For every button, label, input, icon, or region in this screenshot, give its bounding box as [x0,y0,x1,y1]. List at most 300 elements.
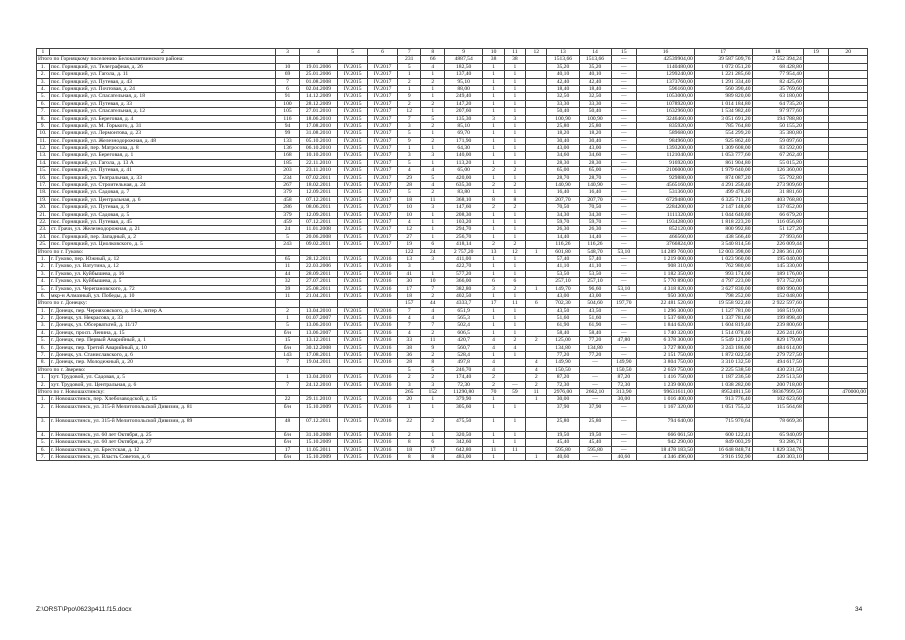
table-cell: — [611,322,637,329]
table-cell [526,403,547,417]
table-cell [526,137,547,144]
table-cell: 27.07.2011 [299,278,337,285]
table-cell: IV.2017 [368,174,398,181]
table-cell: 1 [276,315,299,322]
table-cell [803,374,829,381]
table-cell: 1 [504,78,525,85]
table-cell: 4 346 496,00 [637,453,695,460]
table-cell: 19.01.2006 [299,63,337,70]
table-cell: 5. [37,439,50,446]
column-number: 2 [49,49,275,56]
table-cell: 3 540 814,56 [694,241,752,248]
table-cell: 4 [483,359,504,366]
table-cell: 560 390,40 [694,85,752,92]
table-cell: 1 [504,211,525,218]
table-cell: 26,30 [547,226,579,233]
table-cell: IV.2017 [368,122,398,129]
table-cell: 35,20 [547,63,579,70]
table-cell: 1 [421,233,444,240]
table-cell: 17 [276,446,299,453]
table-row [37,352,868,359]
table-cell: 38 [483,56,504,63]
table-cell: 10 [397,211,420,218]
table-cell: 1 537 680,00 [637,315,695,322]
table-cell: 17 [483,300,504,307]
table-cell: 601,80 [547,248,579,255]
table-cell: 134,80 [547,344,579,351]
table-cell: 273 909,60 [752,182,803,189]
table-cell: 1 [483,396,504,403]
table-cell: IV.2017 [368,152,398,159]
table-cell: 27 [397,233,420,240]
table-cell: 246,70 [444,366,482,373]
table-cell [829,152,868,159]
table-row [37,292,868,299]
table-cell: 17 [397,285,420,292]
table-cell: IV.2016 [368,417,398,431]
table-cell: 19 [397,241,420,248]
table-row [37,71,868,78]
table-cell: 1 [483,218,504,225]
table-cell: — [611,278,637,285]
table-cell: 06.10.2010 [299,145,337,152]
table-cell: 1 309 608,00 [694,145,752,152]
table-cell: 1 167 320,00 [637,403,695,417]
table-cell: 2 [421,352,444,359]
data-table-container [36,48,868,461]
table-cell: 116,26 [547,241,579,248]
table-cell: г. Донецк, ул. Обсерватьтей, д. 11/17 [49,322,275,329]
table-cell: 12.09.2011 [299,211,337,218]
table-cell: 1 [483,263,504,270]
table-cell: IV.2017 [368,130,398,137]
table-cell: 41,10 [579,263,611,270]
table-cell: 7 [397,115,420,122]
table-cell: 993 174,00 [694,270,752,277]
table-cell: 116,26 [579,241,611,248]
table-cell: 2 [504,337,525,344]
table-cell: 1 [421,270,444,277]
table-cell [526,439,547,446]
table-cell [526,278,547,285]
table-cell: 1 [483,85,504,92]
table-cell: 1 [504,174,525,181]
table-cell: IV.2017 [368,218,398,225]
table-cell: 59 097,60 [752,137,803,144]
table-cell [829,115,868,122]
table-cell: 135,30 [444,115,482,122]
table-cell: — [611,431,637,438]
table-cell: 07.12.2011 [299,218,337,225]
table-cell: 2 [397,100,420,107]
table-cell: — [611,71,637,78]
table-cell: IV.2016 [368,344,398,351]
table-cell: 15. [37,167,50,174]
table-cell [579,366,611,373]
table-cell: 916920,00 [637,159,695,166]
table-cell: 595,80 [547,446,579,453]
table-cell: 243 [276,241,299,248]
table-cell: 430 303,10 [752,453,803,460]
table-cell [829,167,868,174]
table-cell: 908 310,00 [637,263,695,270]
table-cell [829,130,868,137]
table-cell: 4 [421,167,444,174]
table-cell: 33,30 [547,100,579,107]
table-cell: 2 [421,417,444,431]
table-cell: 14. [37,159,50,166]
table-cell: 1 182 350,00 [637,270,695,277]
table-cell: IV.2016 [368,278,398,285]
table-cell: IV.2017 [368,189,398,196]
table-cell: 150,50 [547,366,579,373]
table-cell: IV.2015 [338,71,368,78]
table-cell: 1 [483,145,504,152]
table-cell: 22.03.2006 [299,263,337,270]
table-cell: 8. [37,359,50,366]
table-cell: 382,80 [444,285,482,292]
table-cell: — [504,381,525,388]
table-cell: — [611,233,637,240]
table-cell: IV.2017 [368,100,398,107]
table-cell: — [611,189,637,196]
table-cell [526,322,547,329]
table-cell: 2 [397,374,420,381]
table-cell: 147,60 [444,204,482,211]
table-cell: 28,70 [547,174,579,181]
table-cell: IV.2015 [338,403,368,417]
table-cell: IV.2016 [368,270,398,277]
table-cell: IV.2017 [368,108,398,115]
table-cell [368,388,398,395]
table-cell: 27 993,60 [752,233,803,240]
table-cell: 418,14 [444,241,482,248]
table-cell: IV.2015 [338,159,368,166]
table-cell: IV.2017 [368,159,398,166]
table-cell: 2 225 538,50 [694,366,752,373]
table-cell: 4 [504,344,525,351]
table-cell [803,130,829,137]
table-cell: IV.2015 [338,85,368,92]
table-cell: 55 792,80 [752,174,803,181]
table-cell: 502,4 [444,322,482,329]
table-cell [526,211,547,218]
table-cell [803,159,829,166]
table-cell: IV.2016 [368,396,398,403]
table-cell: IV.2016 [368,359,398,366]
table-cell: б/н [276,453,299,460]
table-cell: IV.2015 [338,226,368,233]
table-cell: 47,80 [611,337,637,344]
table-cell: 17.08.2011 [299,352,337,359]
table-cell: IV.2016 [368,374,398,381]
table-cell: — [579,359,611,366]
table-cell: 1 [483,417,504,431]
table-cell: 2 [483,241,504,248]
table-cell: 1 [504,352,525,359]
table-cell: 140,90 [547,182,579,189]
table-cell: — [611,307,637,314]
table-cell: пос. Горняцкий, ул. Телеграфная, д. 26 [49,63,275,70]
table-cell: 1 [421,211,444,218]
table-cell: 34,60 [579,152,611,159]
table-cell: IV.2017 [368,63,398,70]
table-cell: 286 [276,204,299,211]
table-cell: IV.2015 [338,78,368,85]
table-cell: 208,30 [444,211,482,218]
table-cell [338,366,368,373]
table-row [37,233,868,240]
table-cell: 1 [421,431,444,438]
table-cell: 51,60 [547,315,579,322]
table-cell: 4 [421,315,444,322]
table-cell: 23. [37,226,50,233]
table-cell: 4 [483,337,504,344]
column-number: 13 [547,49,579,56]
table-cell: 28,70 [579,174,611,181]
table-cell: 197,70 [611,300,637,307]
table-cell: 606,5 [444,329,482,336]
table-cell: 1. [37,63,50,70]
table-cell: 1 [504,439,525,446]
table-cell: 18 478 183,50 [637,446,695,453]
table-cell: г. Донецк, пер. Первый Аварийный, д. 1 [49,337,275,344]
table-cell: 207,70 [579,196,611,203]
table-cell: пос. Горняцкий, пер. Западный, д. 2 [49,233,275,240]
table-cell: 13.12.2011 [299,337,337,344]
table-cell: — [611,130,637,137]
table-cell [526,196,547,203]
column-number: 14 [579,49,611,56]
table-cell [829,233,868,240]
table-cell [803,100,829,107]
table-cell: 1299240,00 [637,71,695,78]
table-cell: 1 296 300,00 [637,307,695,314]
table-cell [338,388,368,395]
table-cell: г. Новошахтинск, ул. Брестская, д. 12 [49,446,275,453]
table-cell: IV.2017 [368,137,398,144]
table-cell: 50,40 [579,108,611,115]
table-cell: IV.2016 [368,381,398,388]
table-cell: г. Донецк, пер. Молодежный, д. 20 [49,359,275,366]
table-cell: 438 566,40 [694,233,752,240]
table-cell [803,241,829,248]
table-cell: IV.2017 [368,93,398,100]
table-cell: ст. Грачи, ул. Железнодорожная, д. 21 [49,226,275,233]
column-number: 20 [829,49,868,56]
table-cell: IV.2017 [368,204,398,211]
table-row [37,285,868,292]
table-cell: 2. [37,263,50,270]
table-cell: 13.04.2010 [299,307,337,314]
table-cell [803,329,829,336]
table-cell: 116 [276,115,299,122]
table-cell: 3. [37,78,50,85]
table-cell: пос. Горняцкий, ул. Железнодорожная, д. 48 [49,137,275,144]
table-cell [526,315,547,322]
table-cell: пос. Горняцкий, ул. Путевая, д. 43 [49,78,275,85]
table-cell: 11 [276,263,299,270]
table-cell: пос. Горняцкий, ул. М. Горького, д. 31 [49,122,275,129]
table-cell: пос. Горняцкий, ул. Береговая, д. 4 [49,115,275,122]
table-cell: 45,40 [579,439,611,446]
table-cell [526,270,547,277]
table-cell: 207,60 [444,108,482,115]
table-cell [803,211,829,218]
table-cell: IV.2015 [338,431,368,438]
table-cell: 25.01.2006 [299,71,337,78]
table-cell: г. Донецк, ул. Станиславского, д. 6 [49,352,275,359]
table-cell: 16. [37,174,50,181]
table-row [37,359,868,366]
table-cell [803,218,829,225]
table-cell: 41,10 [547,263,579,270]
table-cell: 72,30 [547,381,579,388]
table-cell: 15.10.2009 [299,439,337,446]
table-cell: 2 [276,307,299,314]
table-cell: пос. Горняцкий, ул. Береговая, д. 1 [49,152,275,159]
table-cell: 103,20 [444,218,482,225]
table-row [37,93,868,100]
table-cell: 68 428,80 [752,63,803,70]
table-cell: 53,10 [611,248,637,255]
table-cell [504,396,525,403]
table-cell: 50,40 [547,108,579,115]
group-total-row [37,388,868,395]
table-cell [803,417,829,431]
table-cell [338,300,368,307]
table-cell: — [611,255,637,262]
table-cell: 24. [37,233,50,240]
table-cell: 1 [421,159,444,166]
table-cell: 1 [483,93,504,100]
table-cell: 1 [483,329,504,336]
table-cell: 4 797 223,00 [694,278,752,285]
table-cell: 189 176,00 [752,270,803,277]
table-cell: IV.2015 [338,218,368,225]
table-cell: IV.2017 [368,196,398,203]
table-cell: 17.08.2010 [299,122,337,129]
table-cell: пос. Горняцкий, ул. Циолковского, д. 5 [49,241,275,248]
table-cell: 494 617,50 [752,359,803,366]
table-cell: 44 [276,270,299,277]
table-cell: 1 [483,270,504,277]
table-cell: — [611,344,637,351]
table-cell: 11 [483,446,504,453]
table-cell [276,56,299,63]
table-cell: 18,20 [579,130,611,137]
table-cell: 1 [483,233,504,240]
table-cell: 1 219 000,00 [637,255,695,262]
table-cell: 8 [421,359,444,366]
table-cell: 2 [421,329,444,336]
table-cell: 11. [37,137,50,144]
table-cell [803,167,829,174]
table-cell: 10.10.2010 [299,152,337,159]
table-cell: 2 151 750,00 [637,352,695,359]
table-cell [829,63,868,70]
table-cell: 2 [504,285,525,292]
table-cell: 320,50 [444,431,482,438]
table-cell: 635,30 [444,182,482,189]
table-cell: 1 [421,108,444,115]
table-cell [829,337,868,344]
table-cell: 1 [397,145,420,152]
table-row [37,152,868,159]
table-cell [276,248,299,255]
table-cell: 7 [397,307,420,314]
table-cell [803,255,829,262]
table-cell: 642,80 [444,446,482,453]
table-cell: 1 [504,403,525,417]
table-cell: 22. [37,218,50,225]
table-cell: 1 829 334,76 [752,446,803,453]
column-number: 19 [803,49,829,56]
table-cell: 257,10 [579,278,611,285]
table-row [37,182,868,189]
table-cell: 77,20 [579,352,611,359]
table-cell: 24 [276,226,299,233]
table-cell: IV.2015 [338,122,368,129]
table-cell: 6. [37,446,50,453]
table-cell: 239 800,60 [752,322,803,329]
table-cell: 34,30 [579,211,611,218]
table-cell: 7. [37,453,50,460]
table-cell [803,145,829,152]
table-cell: 98367999,50 [752,388,803,395]
table-cell: 31 881,60 [752,189,803,196]
table-cell: 07.12.2011 [299,417,337,431]
table-cell [829,100,868,107]
table-cell: 14.12.2009 [299,93,337,100]
table-cell: 305,60 [444,403,482,417]
table-cell [803,122,829,129]
table-cell [829,446,868,453]
table-cell: 1 [397,403,420,417]
table-cell: 2 [421,374,444,381]
table-cell: пос. Горняцкий, ул. Лермонтова, д. 23 [49,130,275,137]
table-cell: 2 552 394,24 [752,56,803,63]
table-cell [504,366,525,373]
table-cell [526,159,547,166]
group-total-label: Итого по г. Донецку: [37,300,276,307]
table-cell [829,396,868,403]
table-cell: IV.2015 [338,337,368,344]
table-cell: 499 478,40 [694,189,752,196]
table-cell: 1 [421,396,444,403]
table-cell: — [611,403,637,417]
table-cell [276,388,299,395]
table-cell [829,417,868,431]
table-cell: 484 614,00 [752,344,803,351]
table-cell [803,396,829,403]
table-cell: 2 659 750,00 [637,366,695,373]
table-cell: 18 [397,196,420,203]
table-cell: 34,60 [547,152,579,159]
table-cell: 6. [37,344,50,351]
table-cell: IV.2015 [338,255,368,262]
table-cell: 01.07.2007 [299,315,337,322]
table-cell [526,93,547,100]
table-cell [526,122,547,129]
table-cell: пос. Горняцкий, ул. Гагола, д. 11 [49,71,275,78]
table-cell: г. Новошахтинск, ул. 60 лет Октября, д. 25 [49,431,275,438]
table-cell: 4 [483,366,504,373]
table-cell: 379 [276,189,299,196]
table-cell: 25,80 [547,122,579,129]
table-cell: 1 [483,130,504,137]
table-cell: 37,90 [547,403,579,417]
